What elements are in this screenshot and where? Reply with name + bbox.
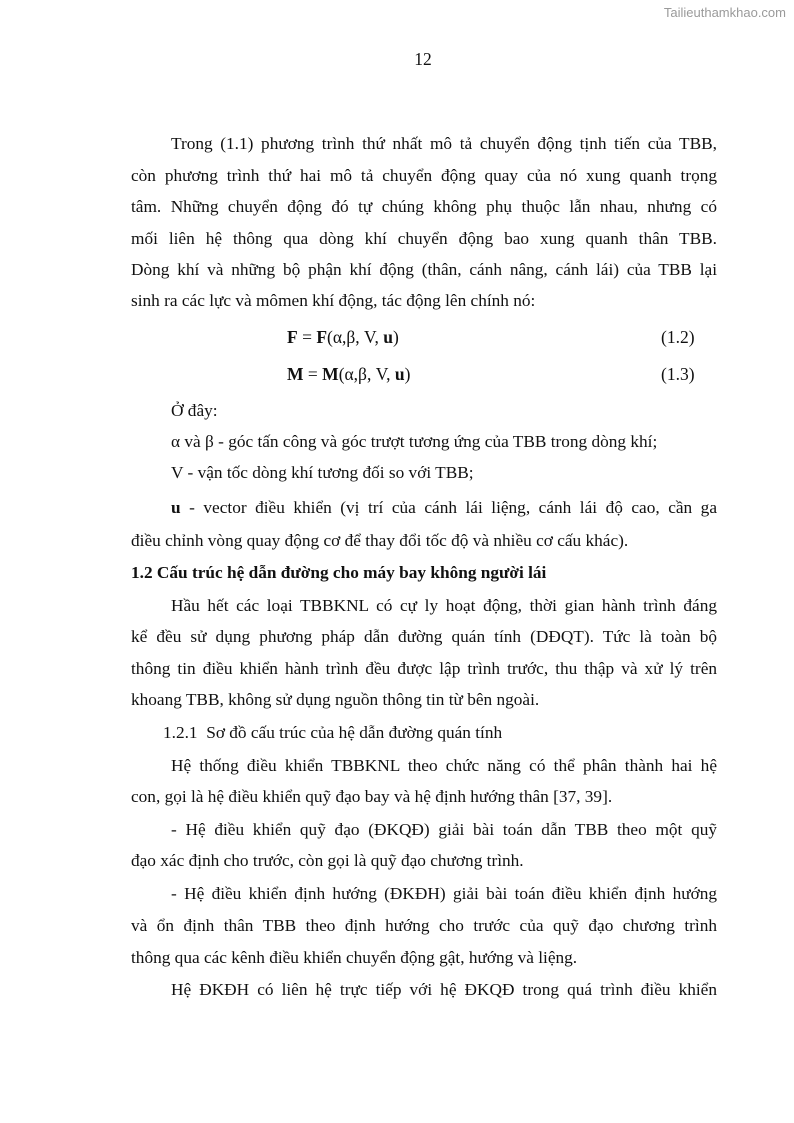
- paragraph-line: Hệ thống điều khiển TBBKNL theo chức năng có thể phân thành hai hệ: [171, 756, 717, 775]
- paragraph-line: điều chỉnh vòng quay động cơ để thay đổi tốc độ và nhiều cơ cấu khác).: [131, 531, 629, 550]
- where-u: [131, 497, 717, 519]
- eq-vec: u: [394, 364, 405, 384]
- paragraph-line: mối liên hệ thông qua dòng khí chuyển động bao xung quanh thân TBB.: [131, 229, 717, 248]
- where-alpha-beta: α và β - góc tấn công và góc trượt tương ứng của TBB trong dòng khí;: [171, 432, 658, 451]
- eq-args: (α,β, V,: [327, 327, 384, 347]
- u-symbol: u: [171, 498, 181, 517]
- equation-1-3: [287, 363, 410, 385]
- section-heading: 1.2 Cấu trúc hệ dẫn đường cho máy bay không người lái: [131, 563, 547, 582]
- eq-sign: =: [303, 364, 323, 384]
- paragraph-line: Dòng khí và những bộ phận khí động (thân, cánh nâng, cánh lái) của TBB lại: [131, 260, 717, 279]
- equation-number: (1.3): [661, 364, 695, 384]
- eq-fn: F: [316, 327, 328, 347]
- paragraph-line: kể đều sử dụng phương pháp dẫn đường quán tính (DĐQT). Tức là toàn bộ: [131, 627, 717, 646]
- eq-vec: u: [383, 327, 393, 347]
- paragraph-line: còn phương trình thứ hai mô tả chuyển động quay của nó xung quanh trọng: [131, 166, 717, 185]
- paragraph-line: sinh ra các lực và mômen khí động, tác động lên chính nó:: [131, 291, 536, 310]
- eq-fn: M: [322, 364, 339, 384]
- eq-close: ): [392, 327, 399, 347]
- eq-lhs: F: [287, 327, 298, 347]
- subsection-heading: 1.2.1 Sơ đồ cấu trúc của hệ dẫn đường quán tính: [163, 723, 503, 742]
- where-v: V - vận tốc dòng khí tương đối so với TBB;: [171, 463, 474, 482]
- equation-number: (1.2): [661, 327, 695, 347]
- paragraph-line: khoang TBB, không sử dụng nguồn thông tin từ bên ngoài.: [131, 690, 540, 709]
- paragraph-line: Hầu hết các loại TBBKNL có cự ly hoạt động, thời gian hành trình đáng: [171, 596, 717, 615]
- paragraph-line: tâm. Những chuyển động đó tự chúng không phụ thuộc lẫn nhau, nhưng có: [131, 197, 717, 216]
- paragraph-line: con, gọi là hệ điều khiển quỹ đạo bay và hệ định hướng thân [37, 39].: [131, 787, 613, 806]
- watermark: Tailieuthamkhao.com: [663, 5, 786, 20]
- page-number: 12: [414, 49, 432, 69]
- eq-lhs: M: [287, 364, 304, 384]
- paragraph-line: và ổn định thân TBB theo định hướng cho trước của quỹ đạo chương trình: [131, 916, 717, 935]
- eq-close: ): [404, 364, 411, 384]
- paragraph-line: - Hệ điều khiển định hướng (ĐKĐH) giải bài toán điều khiển định hướng: [171, 884, 717, 903]
- where-intro: Ở đây:: [171, 401, 218, 420]
- paragraph-line: Hệ ĐKĐH có liên hệ trực tiếp với hệ ĐKQĐ trong quá trình điều khiển: [171, 980, 717, 999]
- paragraph-line: thông qua các kênh điều khiển chuyển động gật, hướng và liệng.: [131, 948, 578, 967]
- paragraph-line: thông tin điều khiển hành trình đều được lập trình trước, thu thập và xử lý trên: [131, 659, 717, 678]
- paragraph-line: đạo xác định cho trước, còn gọi là quỹ đạo chương trình.: [131, 851, 524, 870]
- eq-args: (α,β, V,: [338, 364, 395, 384]
- paragraph-line: Trong (1.1) phương trình thứ nhất mô tả chuyển động tịnh tiến của TBB,: [171, 134, 717, 153]
- equation-1-2: [287, 326, 399, 348]
- eq-sign: =: [297, 327, 317, 347]
- paragraph-line: - Hệ điều khiển quỹ đạo (ĐKQĐ) giải bài toán dẫn TBB theo một quỹ: [171, 820, 717, 839]
- u-text: - vector điều khiển (vị trí của cánh lái liệng, cánh lái độ cao, cần ga: [180, 498, 717, 517]
